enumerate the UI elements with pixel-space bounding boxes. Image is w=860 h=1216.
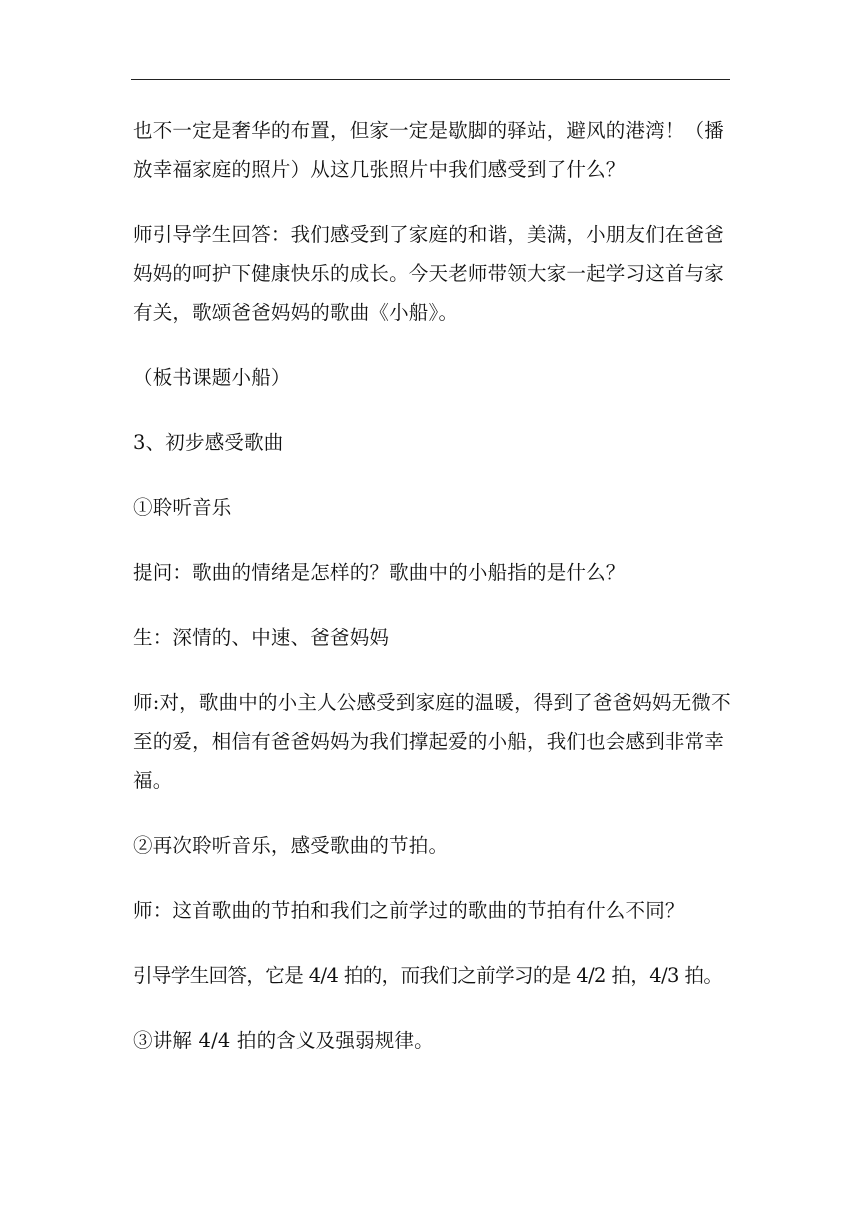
paragraph-6: 提问：歌曲的情绪是怎样的？歌曲中的小船指的是什么？: [133, 561, 626, 584]
header-rule: [131, 79, 730, 80]
paragraph-7: 生：深情的、中速、爸爸妈妈: [133, 626, 390, 649]
paragraph-10: 师：这首歌曲的节拍和我们之前学过的歌曲的节拍有什么不同？: [133, 899, 685, 922]
paragraph-8: 师:对，歌曲中的小主人公感受到家庭的温暖，得到了爸爸妈妈无微不至的爱，相信有爸爸妈妈为我们撑起爱的小船，我们也会感到非常幸福。: [133, 691, 731, 792]
section-heading: 3、初步感受歌曲: [133, 431, 284, 454]
paragraph-5: ①聆听音乐: [133, 496, 232, 519]
paragraph-11: 引导学生回答，它是 4/4 拍的，而我们之前学习的是 4/2 拍，4/3 拍。: [133, 964, 723, 987]
paragraph-9: ②再次聆听音乐，感受歌曲的节拍。: [133, 834, 449, 857]
paragraph-3: （板书课题小船）: [133, 366, 291, 389]
document-body: [133, 111, 733, 1086]
paragraph-1: 也不一定是奢华的布置，但家一定是歇脚的驿站，避风的港湾！（播放幸福家庭的照片）从这几张照片中我们感受到了什么？: [133, 119, 725, 181]
paragraph-12: ③讲解 4/4 拍的含义及强弱规律。: [133, 1029, 434, 1052]
paragraph-2: 师引导学生回答：我们感受到了家庭的和谐，美满，小朋友们在爸爸妈妈的呵护下健康快乐的成长。今天老师带领大家一起学习这首与家有关，歌颂爸爸妈妈的歌曲《小船》。: [133, 223, 725, 324]
